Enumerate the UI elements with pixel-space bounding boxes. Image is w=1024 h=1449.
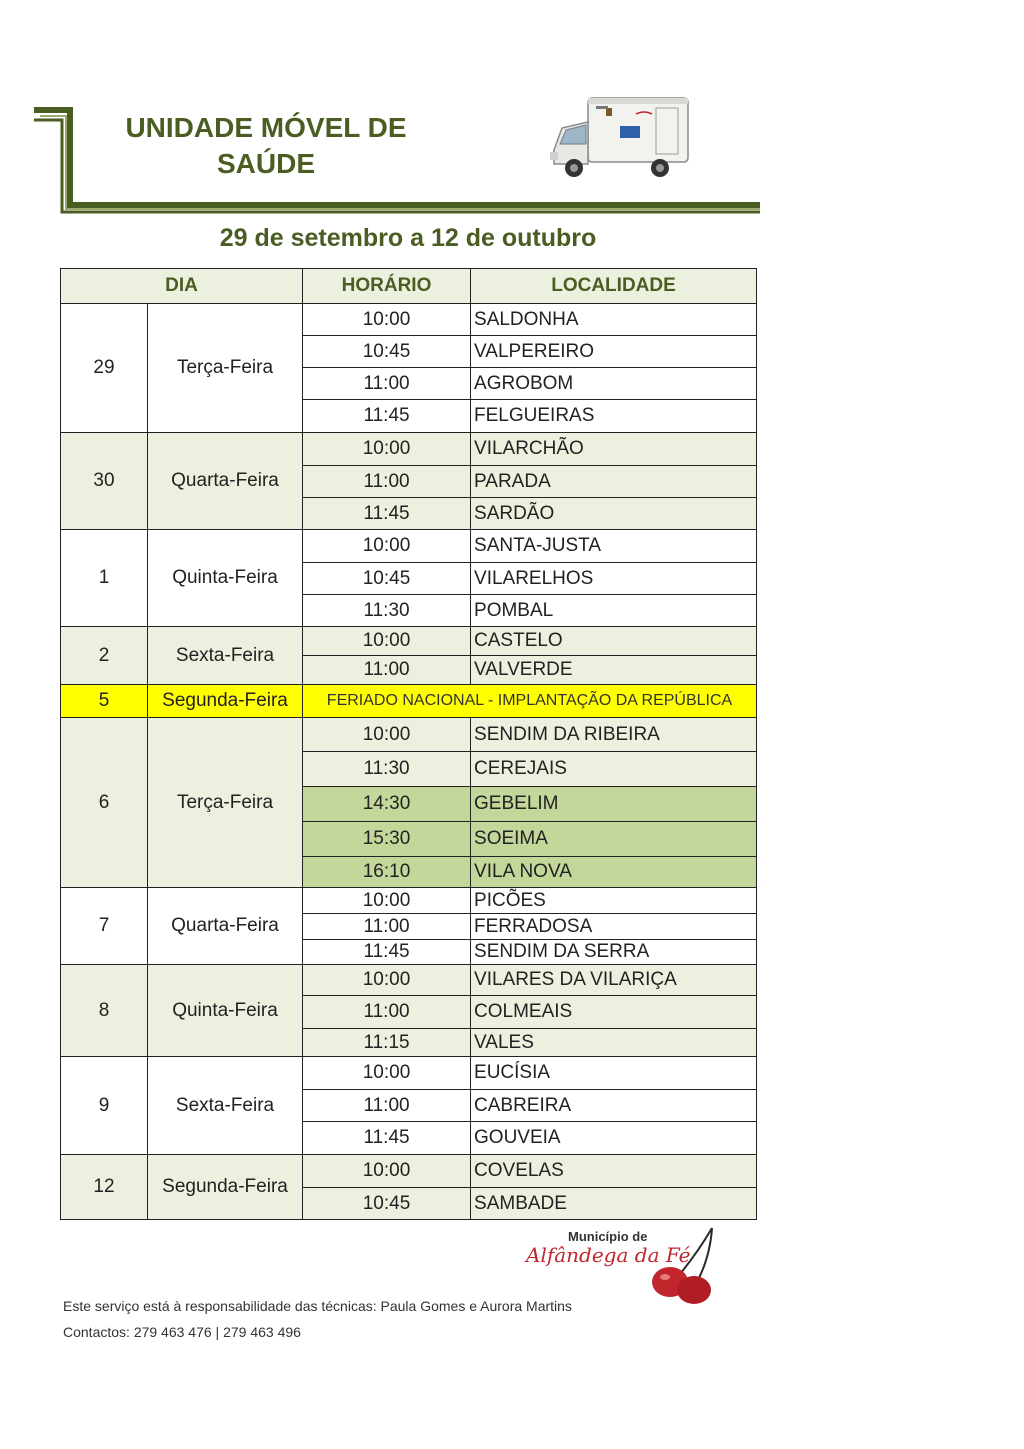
time-cell: 10:00 <box>303 433 471 466</box>
municipality-logo <box>520 1224 725 1306</box>
location-cell: CABREIRA <box>471 1090 757 1122</box>
time-cell: 11:00 <box>303 1090 471 1122</box>
time-cell: 15:30 <box>303 822 471 857</box>
time-cell: 11:30 <box>303 595 471 627</box>
weekday: Terça-Feira <box>148 304 303 433</box>
day-number: 8 <box>61 965 148 1057</box>
ambulance-van-image <box>548 92 698 184</box>
day-number: 12 <box>61 1155 148 1220</box>
table-row <box>61 965 757 996</box>
day-number: 29 <box>61 304 148 433</box>
holiday-row <box>61 685 757 718</box>
svg-text:Alfândega da Fé: Alfândega da Fé <box>526 1243 691 1267</box>
time-cell: 10:00 <box>303 718 471 752</box>
time-cell: 10:00 <box>303 965 471 996</box>
location-cell: EUCÍSIA <box>471 1057 757 1090</box>
location-cell: SALDONHA <box>471 304 757 336</box>
location-cell: SENDIM DA SERRA <box>471 940 757 965</box>
location-cell: SANTA-JUSTA <box>471 530 757 563</box>
time-cell: 11:15 <box>303 1029 471 1057</box>
location-cell: AGROBOM <box>471 368 757 400</box>
location-cell: VILARCHÃO <box>471 433 757 466</box>
time-cell: 11:00 <box>303 368 471 400</box>
time-cell: 11:45 <box>303 498 471 530</box>
table-header-row <box>61 269 757 304</box>
weekday: Sexta-Feira <box>148 1057 303 1155</box>
schedule-body <box>61 304 757 1220</box>
time-cell: 10:45 <box>303 336 471 368</box>
weekday: Segunda-Feira <box>148 1155 303 1220</box>
location-cell: GEBELIM <box>471 787 757 822</box>
schedule-table <box>60 268 757 1220</box>
time-cell: 10:45 <box>303 563 471 595</box>
location-cell: VILARES DA VILARIÇA <box>471 965 757 996</box>
column-header-horario: HORÁRIO <box>303 269 471 304</box>
day-number: 30 <box>61 433 148 530</box>
location-cell: VALVERDE <box>471 656 757 685</box>
time-cell: 10:00 <box>303 530 471 563</box>
column-header-dia: DIA <box>61 269 303 304</box>
location-cell: PARADA <box>471 466 757 498</box>
location-cell: SENDIM DA RIBEIRA <box>471 718 757 752</box>
table-row <box>61 433 757 466</box>
time-cell: 11:00 <box>303 656 471 685</box>
table-row <box>61 530 757 563</box>
table-row <box>61 304 757 336</box>
location-cell: VILA NOVA <box>471 857 757 888</box>
location-cell: SARDÃO <box>471 498 757 530</box>
location-cell: GOUVEIA <box>471 1122 757 1155</box>
day-number: 7 <box>61 888 148 965</box>
time-cell: 10:00 <box>303 304 471 336</box>
location-cell: CEREJAIS <box>471 752 757 787</box>
page-title-line2: SAÚDE <box>216 148 315 179</box>
day-number: 6 <box>61 718 148 888</box>
table-row <box>61 718 757 752</box>
location-cell: SOEIMA <box>471 822 757 857</box>
location-cell: FERRADOSA <box>471 914 757 940</box>
time-cell: 10:00 <box>303 1155 471 1188</box>
time-cell: 10:00 <box>303 888 471 914</box>
table-row <box>61 1057 757 1090</box>
footer-contacts: Contactos: 279 463 476 | 279 463 496 <box>63 1324 301 1340</box>
location-cell: COLMEAIS <box>471 996 757 1029</box>
time-cell: 11:30 <box>303 752 471 787</box>
table-row <box>61 1155 757 1188</box>
location-cell: VALES <box>471 1029 757 1057</box>
weekday: Quinta-Feira <box>148 965 303 1057</box>
location-cell: SAMBADE <box>471 1188 757 1220</box>
weekday: Sexta-Feira <box>148 627 303 685</box>
time-cell: 14:30 <box>303 787 471 822</box>
location-cell: PICÕES <box>471 888 757 914</box>
holiday-note: FERIADO NACIONAL - IMPLANTAÇÃO DA REPÚBLICA <box>303 685 757 718</box>
time-cell: 10:00 <box>303 627 471 656</box>
page-title-line1: UNIDADE MÓVEL DE <box>125 112 407 143</box>
location-cell: FELGUEIRAS <box>471 400 757 433</box>
page-title <box>110 110 422 182</box>
weekday: Quinta-Feira <box>148 530 303 627</box>
time-cell: 16:10 <box>303 857 471 888</box>
time-cell: 10:45 <box>303 1188 471 1220</box>
time-cell: 11:45 <box>303 400 471 433</box>
weekday: Quarta-Feira <box>148 433 303 530</box>
time-cell: 10:00 <box>303 1057 471 1090</box>
day-number: 2 <box>61 627 148 685</box>
day-number: 9 <box>61 1057 148 1155</box>
time-cell: 11:00 <box>303 996 471 1029</box>
location-cell: CASTELO <box>471 627 757 656</box>
time-cell: 11:45 <box>303 940 471 965</box>
day-number: 5 <box>61 685 148 718</box>
footer-responsibility: Este serviço está à responsabilidade das técnicas: Paula Gomes e Aurora Martins <box>63 1298 572 1314</box>
day-number: 1 <box>61 530 148 627</box>
table-row <box>61 888 757 914</box>
svg-text:Município de: Município de <box>568 1229 648 1244</box>
column-header-localidade: LOCALIDADE <box>471 269 757 304</box>
time-cell: 11:00 <box>303 914 471 940</box>
table-row <box>61 627 757 656</box>
date-range-subtitle: 29 de setembro a 12 de outubro <box>219 224 597 252</box>
location-cell: POMBAL <box>471 595 757 627</box>
weekday: Quarta-Feira <box>148 888 303 965</box>
time-cell: 11:45 <box>303 1122 471 1155</box>
time-cell: 11:00 <box>303 466 471 498</box>
location-cell: COVELAS <box>471 1155 757 1188</box>
weekday: Terça-Feira <box>148 718 303 888</box>
weekday: Segunda-Feira <box>148 685 303 718</box>
location-cell: VILARELHOS <box>471 563 757 595</box>
location-cell: VALPEREIRO <box>471 336 757 368</box>
